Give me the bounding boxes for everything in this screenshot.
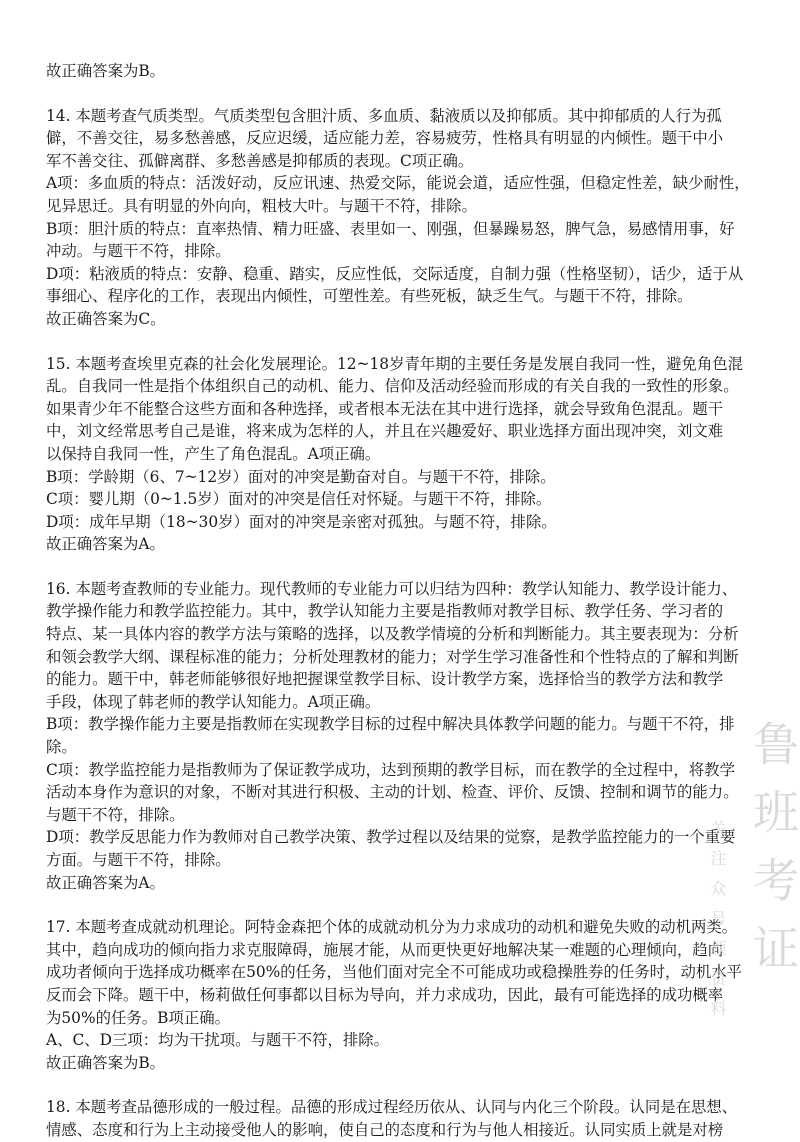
text-line: D项：成年早期（18~30岁）面对的冲突是亲密对孤独。与题不符，排除。 — [46, 512, 557, 531]
text-line: 和领会教学大纲、课程标准的能力；分析处理教材的能力；对学生学习准备性和个性特点的了解和判断 — [46, 647, 739, 666]
text-line: 反而会下降。题干中，杨莉做任何事都以目标为导向，并力求成功，因此，最有可能选择的成功概率 — [46, 985, 724, 1004]
watermark-brand: 鲁班考证 — [746, 720, 800, 992]
text-line: A、C、D三项：均为干扰项。与题干不符，排除。 — [46, 1031, 390, 1050]
text-line: 16. 本题考查教师的专业能力。现代教师的专业能力可以归结为四种：教学认知能力、教学设计能力、 — [46, 579, 738, 598]
question-18-explanation — [46, 1096, 758, 1141]
text-line: 故正确答案为A。 — [46, 873, 165, 892]
text-line: C项：教学监控能力是指教师为了保证教学成功，达到预期的教学目标，而在教学的全过程中，将教学 — [46, 760, 735, 779]
text-line: 成功者倾向于选择成功概率在50%的任务，当他们面对完全不可能成功或稳操胜券的任务时，动机水平 — [46, 963, 743, 982]
answer-line-13 — [46, 60, 758, 83]
question-16-explanation — [46, 578, 758, 894]
text-line: 故正确答案为B。 — [46, 1053, 166, 1072]
text-line: 冲动。与题干不符，排除。 — [46, 242, 231, 261]
text-line: 方面。与题干不符，排除。 — [46, 851, 231, 869]
text-line: 僻，不善交往，易多愁善感，反应迟缓，适应能力差，容易疲劳，性格具有明显的内倾性。题干中小 — [46, 129, 724, 148]
text-line: 15. 本题考查埃里克森的社会化发展理论。12~18岁青年期的主要任务是发展自我同一性，避免角色混 — [46, 354, 744, 373]
text-line: B项：教学操作能力主要是指教师在实现教学目标的过程中解决具体教学问题的能力。与题干不符，排 — [46, 715, 735, 734]
question-15-explanation — [46, 353, 758, 556]
text-line: 特点、某一具体内容的教学方法与策略的选择，以及教学情境的分析和判断能力。其主要表现为：分析 — [46, 625, 739, 644]
text-line: 乱。自我同一性是指个体组织自己的动机、能力、信仰及活动经验而形成的有关自我的一致性的形象。 — [46, 377, 739, 396]
text-line: 故正确答案为B。 — [46, 62, 166, 80]
text-line: 的能力。题干中，韩老师能够很好地把握课堂教学目标、设计教学方案，选择恰当的教学方法和教学 — [46, 670, 724, 689]
text-line: 如果青少年不能整合这些方面和各种选择，或者根本无法在其中进行选择，就会导致角色混乱。题干 — [46, 399, 724, 418]
text-line: 活动本身作为意识的对象，不断对其进行积极、主动的计划、检查、评价、反馈、控制和调节的能力。 — [46, 783, 739, 802]
text-line: 手段，体现了韩老师的教学认知能力。A项正确。 — [46, 692, 381, 711]
text-line: 17. 本题考查成就动机理论。阿特金森把个体的成就动机分为力求成功的动机和避免失败的动机两类。 — [46, 918, 738, 937]
text-line: 其中，趋向成功的倾向指力求克服障碍，施展才能，从而更快更好地解决某一难题的心理倾向，趋向 — [46, 940, 724, 959]
text-line: D项：粘液质的特点：安静、稳重、踏实，反应性低，交际适度，自制力强（性格坚韧），话少，适于从 — [46, 264, 744, 283]
text-line: 故正确答案为C。 — [46, 309, 166, 328]
text-line: 事细心、程序化的工作，表现出内倾性，可塑性差。有些死板，缺乏生气。与题干不符，排除。 — [46, 287, 693, 306]
text-line: 以保持自我同一性，产生了角色混乱。A项正确。 — [46, 444, 381, 463]
text-line: C项：婴儿期（0~1.5岁）面对的冲突是信任对怀疑。与题干不符，排除。 — [46, 490, 552, 509]
text-line: 军不善交往、孤僻离群、多愁善感是抑郁质的表现。C项正确。 — [46, 151, 474, 170]
text-line: 中，刘文经常思考自己是谁，将来成为怎样的人，并且在兴趣爱好、职业选择方面出现冲突，刘文难 — [46, 422, 724, 441]
text-line: 见异思迁。具有明显的外向向，粗枝大叶。与题干不符，排除。 — [46, 196, 477, 215]
question-14-explanation — [46, 105, 758, 331]
question-17-explanation — [46, 916, 758, 1074]
text-line: 18. 本题考查品德形成的一般过程。品德的形成过程经历依从、认同与内化三个阶段。认同是在思想、 — [46, 1098, 738, 1117]
text-line: 为50%的任务。B项正确。 — [46, 1008, 231, 1027]
text-line: 教学操作能力和教学监控能力。其中，教学认知能力主要是指教师对教学目标、教学任务、学习者的 — [46, 602, 724, 621]
text-line: D项：教学反思能力作为教师对自己教学决策、教学过程以及结果的觉察，是教学监控能力的一个重要 — [46, 828, 736, 847]
text-line: 14. 本题考查气质类型。气质类型包含胆汁质、多血质、黏液质以及抑郁质。其中抑郁质的人行为孤 — [46, 106, 722, 125]
document-body — [46, 60, 758, 1142]
text-line: 故正确答案为A。 — [46, 535, 165, 554]
text-line: B项：胆汁质的特点：直率热情、精力旺盛、表里如一、刚强，但暴躁易怒，脾气急，易感情用事，好 — [46, 219, 735, 238]
watermark-follow: 关注众号领资料 — [708, 820, 727, 1030]
text-line: 与题干不符，排除。 — [46, 805, 185, 824]
text-line: 情感、态度和行为上主动接受他人的影响，使自己的态度和行为与他人相接近。认同实质上就是对榜 — [46, 1120, 724, 1139]
text-line: B项：学龄期（6、7~12岁）面对的冲突是勤奋对自。与题干不符，排除。 — [46, 467, 556, 486]
text-line: 除。 — [46, 738, 77, 757]
text-line: A项：多血质的特点：活泼好动，反应讯速、热爱交际，能说会道，适应性强，但稳定性差，缺少耐性， — [46, 174, 750, 193]
